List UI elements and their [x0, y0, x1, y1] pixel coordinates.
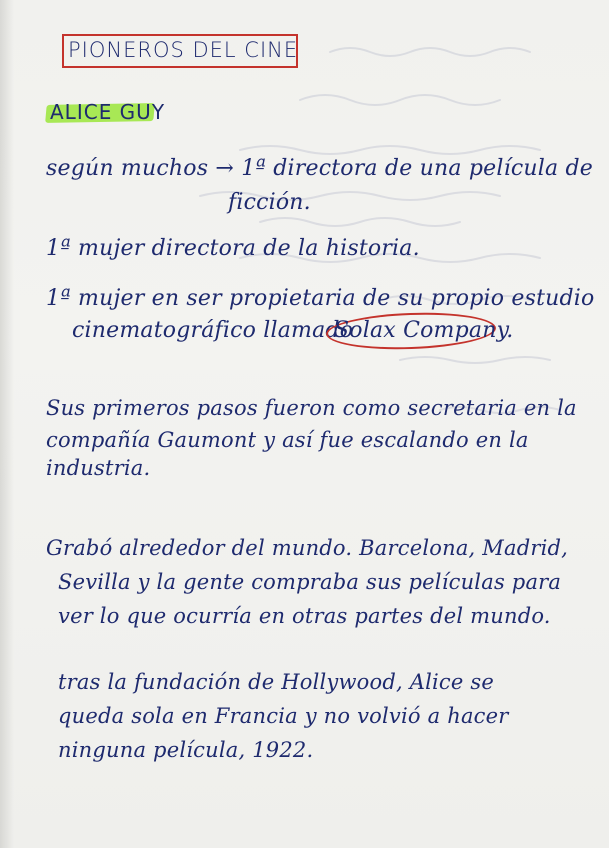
page-edge-shadow	[0, 0, 14, 848]
paragraph-2-line-1: Sus primeros pasos fueron como secretaria en la	[46, 396, 577, 420]
paragraph-3-line-1: Grabó alrededor del mundo. Barcelona, Madrid,	[46, 536, 569, 560]
paragraph-4-line-1: tras la fundación de Hollywood, Alice se	[58, 670, 494, 694]
note-company-name: Solax Company.	[334, 318, 514, 343]
note-line-1: según muchos → 1ª directora de una película de	[46, 156, 593, 181]
section-heading: ALICE GUY	[50, 100, 166, 124]
page-title: PIONEROS DEL CINE	[68, 38, 299, 62]
paragraph-3-line-2: Sevilla y la gente compraba sus películas para	[58, 570, 562, 594]
paragraph-4-line-2: queda sola en Francia y no volvió a hacer	[58, 704, 509, 728]
paragraph-4-line-3: ninguna película, 1922.	[58, 738, 314, 762]
paragraph-2-line-2: compañía Gaumont y así fue escalando en la	[46, 428, 529, 452]
note-line-2: ficción.	[228, 190, 311, 215]
note-line-3: 1ª mujer directora de la historia.	[46, 236, 420, 261]
paragraph-3-line-3: ver lo que ocurría en otras partes del mundo.	[58, 604, 551, 628]
note-line-5: cinematográfico llamado	[72, 318, 354, 343]
paragraph-2-line-3: industria.	[46, 456, 151, 480]
note-line-4: 1ª mujer en ser propietaria de su propio estudio	[46, 286, 595, 311]
